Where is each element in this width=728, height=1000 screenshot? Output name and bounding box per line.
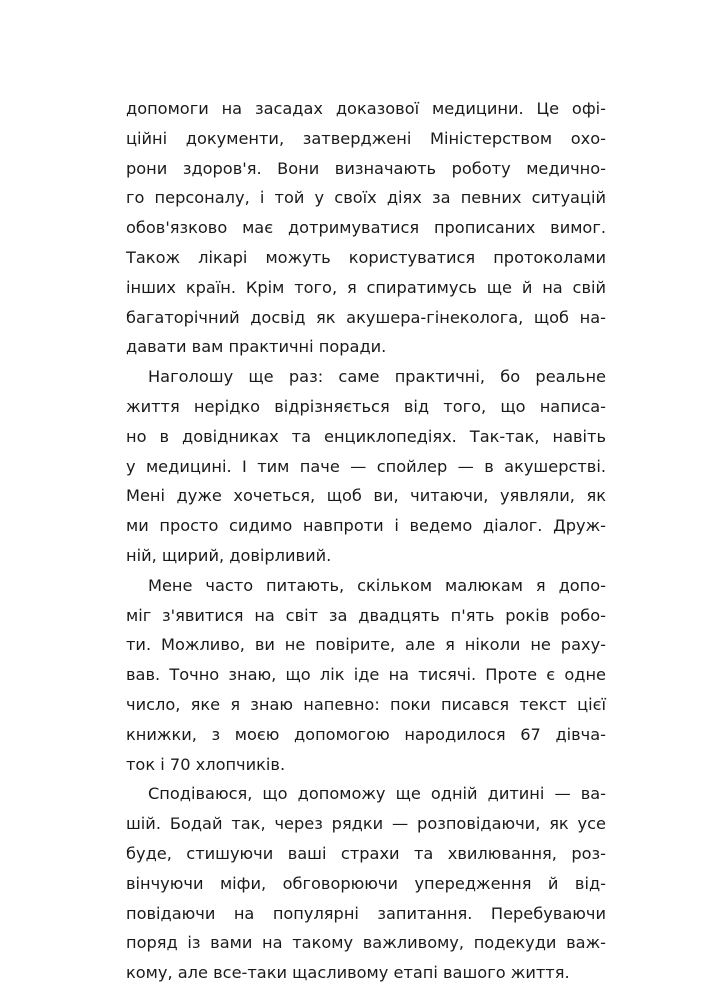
text-line: у медицині. І тим паче — спойлер — в акушерстві. <box>126 456 606 476</box>
text-line: вінчуючи міфи, обговорюючи упередження й від- <box>126 873 606 893</box>
text-line: ній, щирий, довірливий. <box>126 545 332 565</box>
text-line: Мені дуже хочеться, щоб ви, читаючи, уявляли, як <box>126 486 606 506</box>
text-line: но в довідниках та енциклопедіях. Так-так, навіть <box>126 426 606 446</box>
text-line: давати вам практичні поради. <box>126 337 387 357</box>
text-line: повідаючи на популярні запитання. Перебуваючи <box>126 903 606 923</box>
text-line: інших країн. Крім того, я спиратимусь ще й на свій <box>126 277 606 297</box>
text-line: шій. Бодай так, через рядки — розповідаючи, як усе <box>126 814 606 834</box>
paragraph <box>126 779 606 988</box>
text-line: ти. Можливо, ви не повірите, але я ніколи не раху- <box>126 635 606 655</box>
text-line: буде, стишуючи ваші страхи та хвилювання, роз- <box>126 843 606 863</box>
text-line: ток і 70 хлопчиків. <box>126 754 286 774</box>
paragraph <box>126 362 606 571</box>
text-line: допомоги на засадах доказової медицини. Це офі- <box>126 99 606 118</box>
text-line: міг з'явитися на світ за двадцять п'ять років робо- <box>126 605 606 625</box>
text-line: книжки, з моєю допомогою народилося 67 дівча- <box>126 724 606 744</box>
text-line: ми просто сидимо навпроти і ведемо діалог. Друж- <box>126 516 606 536</box>
text-line: життя нерідко відрізняється від того, що написа- <box>126 396 606 416</box>
text-line: Наголошу ще раз: саме практичні, бо реальне <box>148 367 606 387</box>
body-text <box>126 94 606 988</box>
text-line: ційні документи, затверджені Міністерством охо- <box>126 128 606 148</box>
text-line: вав. Точно знаю, що лік іде на тисячі. Проте є одне <box>126 665 606 685</box>
text-line: Також лікарі можуть користуватися протоколами <box>126 247 606 267</box>
text-line: рони здоров'я. Вони визначають роботу медично- <box>126 158 606 178</box>
text-line: кому, але все-таки щасливому етапі вашого життя. <box>126 963 570 983</box>
text-line: число, яке я знаю напевно: поки писався текст цієї <box>126 694 606 714</box>
text-line: Мене часто питають, скільком малюкам я допо- <box>148 575 606 595</box>
text-line: обов'язково має дотримуватися прописаних вимог. <box>126 218 606 238</box>
text-line: багаторічний досвід як акушера-гінеколога, щоб на- <box>126 307 606 327</box>
paragraph <box>126 571 606 780</box>
text-line: Сподіваюся, що допоможу ще одній дитині — ва- <box>148 784 606 804</box>
paragraph <box>126 94 606 362</box>
text-line: поряд із вами на такому важливому, подекуди важ- <box>126 933 606 953</box>
text-line: го персоналу, і той у своїх діях за певних ситуацій <box>126 188 606 208</box>
